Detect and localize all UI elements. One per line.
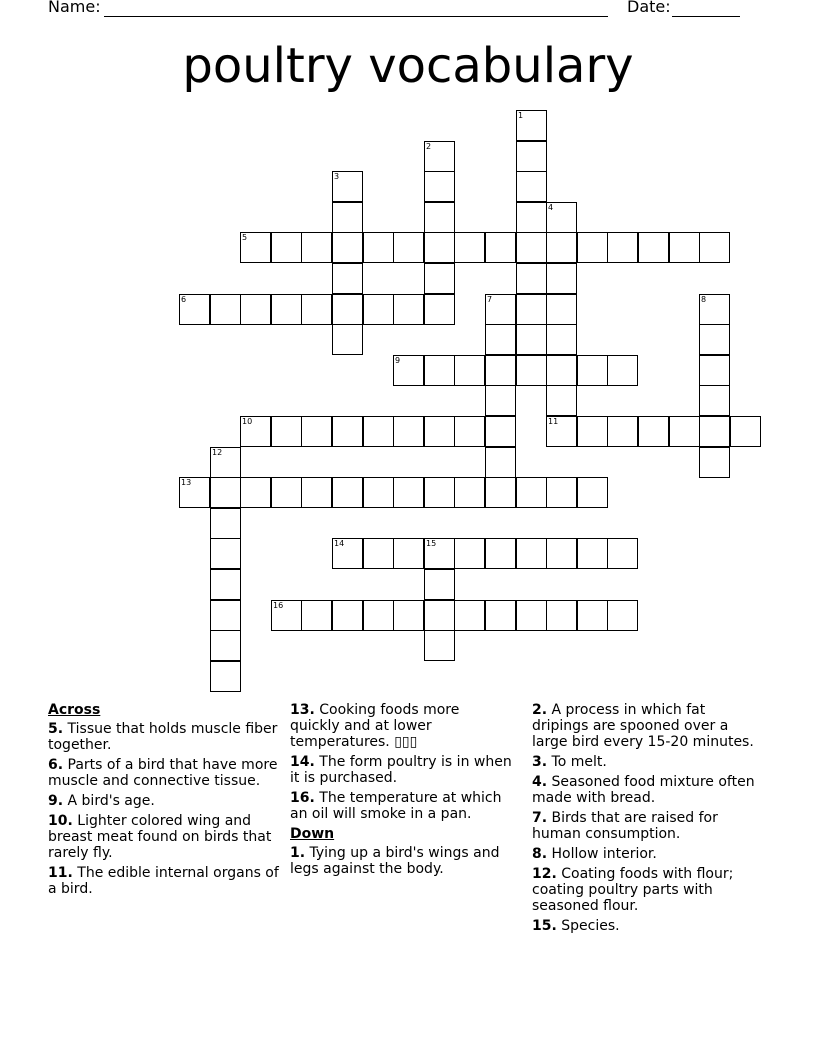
grid-cell[interactable] xyxy=(516,355,547,386)
grid-cell[interactable] xyxy=(393,355,424,386)
clue-number: 6. xyxy=(48,757,64,773)
clue-number: 14. xyxy=(290,754,315,770)
clue-number: 7. xyxy=(532,810,548,826)
grid-cell[interactable] xyxy=(363,538,394,569)
grid-cell[interactable] xyxy=(699,355,730,386)
down-heading: Down xyxy=(290,826,335,842)
clue-number: 13. xyxy=(290,702,315,718)
grid-cell[interactable] xyxy=(363,294,394,325)
clue-number: 16. xyxy=(290,790,315,806)
grid-cell[interactable] xyxy=(332,294,363,325)
grid-cell[interactable] xyxy=(210,477,241,508)
grid-cell[interactable] xyxy=(546,538,577,569)
page-title: poultry vocabulary xyxy=(182,38,634,94)
grid-cell[interactable] xyxy=(424,569,455,600)
grid-cell[interactable] xyxy=(546,355,577,386)
grid-cell[interactable] xyxy=(424,202,455,233)
grid-cell[interactable] xyxy=(271,600,302,631)
grid-cell[interactable] xyxy=(577,538,608,569)
grid-cell[interactable] xyxy=(638,416,669,447)
grid-cell[interactable] xyxy=(485,385,516,416)
grid-cell[interactable] xyxy=(546,263,577,294)
grid-cell[interactable] xyxy=(332,171,363,202)
grid-cell[interactable] xyxy=(546,232,577,263)
grid-cell[interactable] xyxy=(271,477,302,508)
grid-cell[interactable] xyxy=(485,447,516,478)
grid-cell[interactable] xyxy=(332,477,363,508)
grid-cell[interactable] xyxy=(607,600,638,631)
grid-cell[interactable] xyxy=(332,538,363,569)
grid-cell[interactable] xyxy=(301,477,332,508)
grid-cell[interactable] xyxy=(516,171,547,202)
grid-cell[interactable] xyxy=(516,110,547,141)
grid-cell[interactable] xyxy=(546,294,577,325)
clue-text: Cooking foods more quickly and at lower temperatures. ▯▯▯ xyxy=(290,702,460,750)
grid-cell[interactable] xyxy=(516,477,547,508)
grid-cell[interactable] xyxy=(485,416,516,447)
clue-column-2 xyxy=(290,702,512,881)
clue-text: The form poultry is in when it is purchased. xyxy=(290,754,512,786)
grid-cell[interactable] xyxy=(210,569,241,600)
grid-cell[interactable] xyxy=(363,600,394,631)
grid-cell[interactable] xyxy=(424,171,455,202)
grid-cell[interactable] xyxy=(516,232,547,263)
grid-cell[interactable] xyxy=(607,416,638,447)
grid-cell[interactable] xyxy=(424,232,455,263)
grid-cell[interactable] xyxy=(454,600,485,631)
clue-text: Coating foods with flour; coating poultry parts with seasoned flour. xyxy=(532,866,734,914)
clue-text: Birds that are raised for human consumption. xyxy=(532,810,718,842)
cell-number: 3 xyxy=(334,172,340,181)
grid-cell[interactable] xyxy=(424,630,455,661)
grid-cell[interactable] xyxy=(240,416,271,447)
clue-number: 1. xyxy=(290,845,306,861)
clue-down-12 xyxy=(532,866,762,914)
cell-number: 11 xyxy=(548,417,559,426)
grid-cell[interactable] xyxy=(607,355,638,386)
cell-number: 5 xyxy=(242,233,248,242)
clue-text: A bird's age. xyxy=(67,793,155,809)
grid-cell[interactable] xyxy=(699,324,730,355)
grid-cell[interactable] xyxy=(699,416,730,447)
grid-cell[interactable] xyxy=(424,141,455,172)
grid-cell[interactable] xyxy=(179,477,210,508)
grid-cell[interactable] xyxy=(210,294,241,325)
grid-cell[interactable] xyxy=(577,600,608,631)
clue-across-10 xyxy=(48,813,283,861)
grid-cell[interactable] xyxy=(485,477,516,508)
grid-cell[interactable] xyxy=(424,263,455,294)
clue-down-7 xyxy=(532,810,762,842)
grid-cell[interactable] xyxy=(577,232,608,263)
cell-number: 14 xyxy=(334,539,345,548)
clue-down-2 xyxy=(532,702,762,750)
grid-cell[interactable] xyxy=(363,232,394,263)
grid-cell[interactable] xyxy=(699,385,730,416)
grid-cell[interactable] xyxy=(454,355,485,386)
clue-text: Lighter colored wing and breast meat found on birds that rarely fly. xyxy=(48,813,272,861)
grid-cell[interactable] xyxy=(210,600,241,631)
clue-number: 3. xyxy=(532,754,548,770)
clue-across-14 xyxy=(290,754,512,786)
clue-number: 9. xyxy=(48,793,64,809)
grid-cell[interactable] xyxy=(638,232,669,263)
grid-cell[interactable] xyxy=(516,324,547,355)
grid-cell[interactable] xyxy=(240,232,271,263)
grid-cell[interactable] xyxy=(332,324,363,355)
grid-cell[interactable] xyxy=(301,600,332,631)
grid-cell[interactable] xyxy=(301,232,332,263)
grid-cell[interactable] xyxy=(393,538,424,569)
clue-number: 10. xyxy=(48,813,73,829)
cell-number: 15 xyxy=(426,539,437,548)
grid-cell[interactable] xyxy=(332,202,363,233)
grid-cell[interactable] xyxy=(577,355,608,386)
cell-number: 2 xyxy=(426,142,432,151)
clue-across-5 xyxy=(48,721,283,753)
clue-column-3 xyxy=(532,702,762,938)
clue-number: 15. xyxy=(532,918,557,934)
grid-cell[interactable] xyxy=(424,600,455,631)
grid-cell[interactable] xyxy=(485,232,516,263)
cell-number: 6 xyxy=(181,295,187,304)
grid-cell[interactable] xyxy=(607,232,638,263)
grid-cell[interactable] xyxy=(240,477,271,508)
clue-text: The temperature at which an oil will smoke in a pan. xyxy=(290,790,502,822)
grid-cell[interactable] xyxy=(271,416,302,447)
clue-down-1 xyxy=(290,845,512,877)
grid-cell[interactable] xyxy=(393,600,424,631)
grid-cell[interactable] xyxy=(332,232,363,263)
grid-cell[interactable] xyxy=(363,416,394,447)
grid-cell[interactable] xyxy=(271,232,302,263)
grid-cell[interactable] xyxy=(210,538,241,569)
clue-text: Seasoned food mixture often made with bread. xyxy=(532,774,755,806)
name-label: Name: xyxy=(48,0,101,16)
clue-text: Parts of a bird that have more muscle and connective tissue. xyxy=(48,757,278,789)
grid-cell[interactable] xyxy=(454,538,485,569)
cell-number: 16 xyxy=(273,601,284,610)
grid-cell[interactable] xyxy=(240,294,271,325)
clue-text: To melt. xyxy=(551,754,607,770)
clue-number: 2. xyxy=(532,702,548,718)
grid-cell[interactable] xyxy=(669,232,700,263)
grid-cell[interactable] xyxy=(210,508,241,539)
clue-number: 5. xyxy=(48,721,64,737)
grid-cell[interactable] xyxy=(516,600,547,631)
clue-down-3 xyxy=(532,754,762,770)
grid-cell[interactable] xyxy=(546,477,577,508)
grid-cell[interactable] xyxy=(607,538,638,569)
cell-number: 7 xyxy=(487,295,493,304)
grid-cell[interactable] xyxy=(485,538,516,569)
grid-cell[interactable] xyxy=(516,141,547,172)
clue-number: 12. xyxy=(532,866,557,882)
grid-cell[interactable] xyxy=(210,630,241,661)
grid-cell[interactable] xyxy=(485,294,516,325)
grid-cell[interactable] xyxy=(516,263,547,294)
grid-cell[interactable] xyxy=(210,661,241,692)
grid-cell[interactable] xyxy=(454,477,485,508)
grid-cell[interactable] xyxy=(424,416,455,447)
cell-number: 13 xyxy=(181,478,192,487)
clue-number: 8. xyxy=(532,846,548,862)
grid-cell[interactable] xyxy=(546,385,577,416)
clue-across-13 xyxy=(290,702,512,750)
grid-cell[interactable] xyxy=(485,600,516,631)
grid-cell[interactable] xyxy=(393,294,424,325)
grid-cell[interactable] xyxy=(332,263,363,294)
grid-cell[interactable] xyxy=(393,477,424,508)
cell-number: 12 xyxy=(212,448,223,457)
grid-cell[interactable] xyxy=(485,355,516,386)
clue-number: 4. xyxy=(532,774,548,790)
clue-number: 11. xyxy=(48,865,73,881)
grid-cell[interactable] xyxy=(210,447,241,478)
clue-down-4 xyxy=(532,774,762,806)
grid-cell[interactable] xyxy=(516,538,547,569)
clue-across-16 xyxy=(290,790,512,822)
date-label: Date: xyxy=(627,0,671,16)
clue-down-15 xyxy=(532,918,762,934)
cell-number: 10 xyxy=(242,417,253,426)
clue-text: A process in which fat dripings are spooned over a large bird every 15-20 minutes. xyxy=(532,702,754,750)
grid-cell[interactable] xyxy=(577,477,608,508)
clue-text: Tissue that holds muscle fiber together. xyxy=(48,721,278,753)
grid-cell[interactable] xyxy=(546,600,577,631)
grid-cell[interactable] xyxy=(454,416,485,447)
clue-down-8 xyxy=(532,846,762,862)
grid-cell[interactable] xyxy=(393,232,424,263)
grid-cell[interactable] xyxy=(393,416,424,447)
grid-cell[interactable] xyxy=(179,294,210,325)
clue-text: Tying up a bird's wings and legs against the body. xyxy=(290,845,500,877)
grid-cell[interactable] xyxy=(485,324,516,355)
cell-number: 9 xyxy=(395,356,401,365)
clue-across-6 xyxy=(48,757,283,789)
grid-cell[interactable] xyxy=(301,416,332,447)
clue-text: Hollow interior. xyxy=(551,846,657,862)
grid-cell[interactable] xyxy=(516,202,547,233)
grid-cell[interactable] xyxy=(332,416,363,447)
grid-cell[interactable] xyxy=(546,324,577,355)
grid-cell[interactable] xyxy=(424,355,455,386)
clue-column-1 xyxy=(48,702,283,901)
grid-cell[interactable] xyxy=(516,294,547,325)
grid-cell[interactable] xyxy=(669,416,700,447)
grid-cell[interactable] xyxy=(424,477,455,508)
grid-cell[interactable] xyxy=(332,600,363,631)
cell-number: 8 xyxy=(701,295,707,304)
cell-number: 4 xyxy=(548,203,554,212)
across-heading: Across xyxy=(48,702,101,718)
clue-text: Species. xyxy=(561,918,620,934)
grid-cell[interactable] xyxy=(699,294,730,325)
cell-number: 1 xyxy=(518,111,524,120)
grid-cell[interactable] xyxy=(301,294,332,325)
grid-cell[interactable] xyxy=(699,232,730,263)
clue-text: The edible internal organs of a bird. xyxy=(48,865,279,897)
clue-across-9 xyxy=(48,793,283,809)
grid-cell[interactable] xyxy=(271,294,302,325)
grid-cell[interactable] xyxy=(546,416,577,447)
grid-cell[interactable] xyxy=(363,477,394,508)
clue-across-11 xyxy=(48,865,283,897)
grid-cell[interactable] xyxy=(699,447,730,478)
grid-cell[interactable] xyxy=(546,202,577,233)
grid-cell[interactable] xyxy=(730,416,761,447)
grid-cell[interactable] xyxy=(424,538,455,569)
grid-cell[interactable] xyxy=(424,294,455,325)
grid-cell[interactable] xyxy=(454,232,485,263)
grid-cell[interactable] xyxy=(577,416,608,447)
